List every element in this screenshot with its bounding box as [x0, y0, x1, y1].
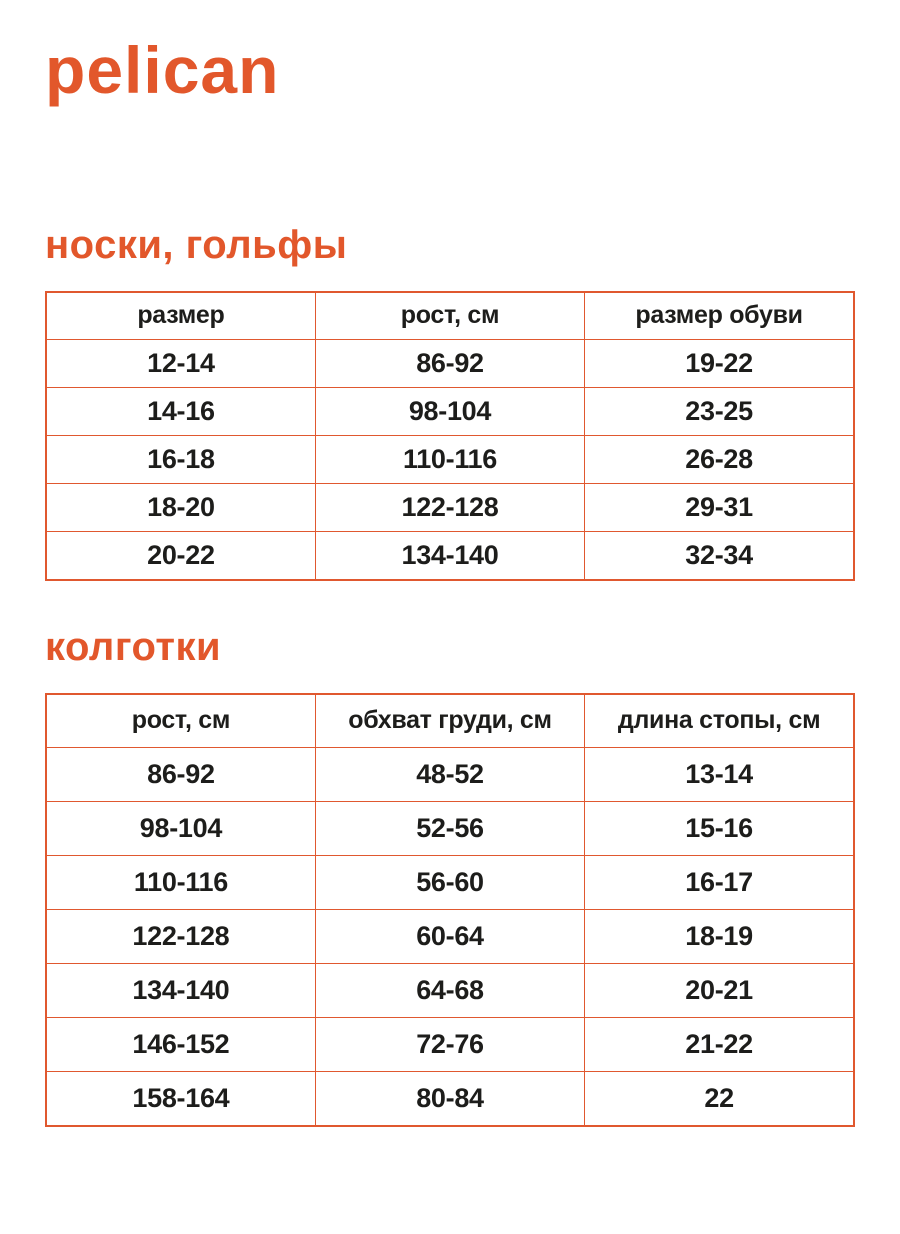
section-tights [45, 624, 855, 1127]
table-row [46, 1072, 854, 1126]
table-cell: 48-52 [315, 748, 584, 802]
column-header: длина стопы, см [585, 694, 854, 748]
table-cell: 19-22 [585, 340, 854, 388]
table-row [46, 436, 854, 484]
table-cell: 23-25 [585, 388, 854, 436]
table-row [46, 532, 854, 580]
column-header: размер обуви [585, 292, 854, 340]
table-cell: 15-16 [585, 802, 854, 856]
table-row [46, 388, 854, 436]
table-cell: 146-152 [46, 1018, 315, 1072]
table-cell: 16-17 [585, 856, 854, 910]
table-cell: 22 [585, 1072, 854, 1126]
table-cell: 64-68 [315, 964, 584, 1018]
table-row [46, 802, 854, 856]
table-cell: 122-128 [315, 484, 584, 532]
table-cell: 110-116 [315, 436, 584, 484]
table-cell: 158-164 [46, 1072, 315, 1126]
pelican-logo: pelican [45, 33, 280, 107]
table-cell: 72-76 [315, 1018, 584, 1072]
table-cell: 16-18 [46, 436, 315, 484]
table-row [46, 1018, 854, 1072]
table-cell: 98-104 [315, 388, 584, 436]
table-cell: 56-60 [315, 856, 584, 910]
table-cell: 18-20 [46, 484, 315, 532]
table-row [46, 856, 854, 910]
table-cell: 32-34 [585, 532, 854, 580]
table-row [46, 748, 854, 802]
socks-size-table [45, 291, 855, 581]
table-row [46, 484, 854, 532]
table-cell: 12-14 [46, 340, 315, 388]
section-title-socks: носки, гольфы [45, 222, 348, 267]
table-cell: 18-19 [585, 910, 854, 964]
section-title-tights: колготки [45, 624, 222, 669]
table-cell: 98-104 [46, 802, 315, 856]
size-chart-page [45, 34, 855, 1127]
table-cell: 14-16 [46, 388, 315, 436]
table-cell: 110-116 [46, 856, 315, 910]
table-cell: 13-14 [585, 748, 854, 802]
table-cell: 29-31 [585, 484, 854, 532]
table-cell: 20-22 [46, 532, 315, 580]
table-row [46, 340, 854, 388]
table-cell: 26-28 [585, 436, 854, 484]
table-row [46, 910, 854, 964]
tights-size-table [45, 693, 855, 1127]
table-cell: 122-128 [46, 910, 315, 964]
table-cell: 134-140 [46, 964, 315, 1018]
table-cell: 86-92 [315, 340, 584, 388]
table-row [46, 964, 854, 1018]
table-header-row [46, 694, 854, 748]
table-header-row [46, 292, 854, 340]
table-cell: 86-92 [46, 748, 315, 802]
section-socks [45, 222, 855, 581]
column-header: обхват груди, см [315, 694, 584, 748]
table-cell: 80-84 [315, 1072, 584, 1126]
table-cell: 21-22 [585, 1018, 854, 1072]
table-cell: 52-56 [315, 802, 584, 856]
column-header: рост, см [46, 694, 315, 748]
column-header: размер [46, 292, 315, 340]
table-cell: 20-21 [585, 964, 854, 1018]
column-header: рост, см [315, 292, 584, 340]
table-cell: 134-140 [315, 532, 584, 580]
table-cell: 60-64 [315, 910, 584, 964]
